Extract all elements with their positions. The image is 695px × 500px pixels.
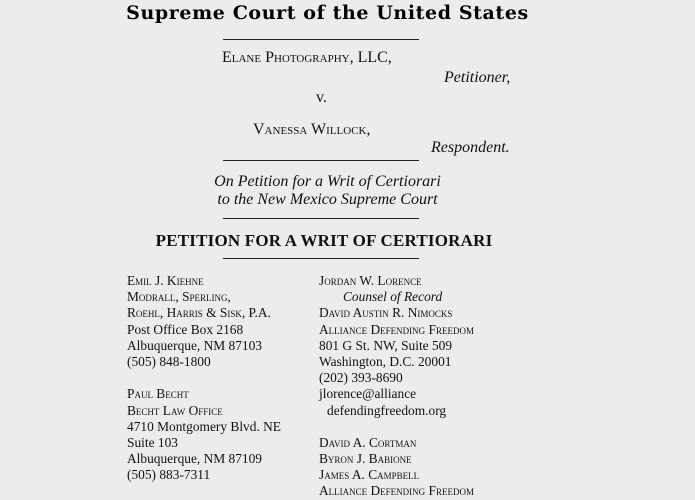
phone-number: (202) 393-8690 <box>319 370 403 386</box>
address-line: Suite 103 <box>127 434 178 450</box>
firm-name: Alliance Defending Freedom <box>319 483 474 499</box>
petition-line-1: On Petition for a Writ of Certiorari <box>214 173 441 190</box>
attorney-name: David A. Cortman <box>319 434 417 450</box>
attorney-name: David Austin R. Nimocks <box>319 305 453 321</box>
versus: v. <box>316 89 327 106</box>
email-address: jlorence@alliance <box>319 386 417 402</box>
respondent-name: Vanessa Willock, <box>253 121 371 138</box>
attorney-name: Jordan W. Lorence <box>319 273 422 288</box>
petition-line-2: to the New Mexico Supreme Court <box>217 191 438 208</box>
email-address: defendingfreedom.org <box>327 402 447 418</box>
phone-number: (505) 883-7311 <box>127 467 211 483</box>
address-line: 801 G St. NW, Suite 509 <box>319 337 453 353</box>
divider-petition <box>223 218 419 219</box>
divider-title <box>223 258 419 259</box>
counsel-left-column <box>127 273 281 483</box>
firm-name: Becht Law Office <box>127 402 223 418</box>
attorney-name: Paul Becht <box>127 386 189 402</box>
respondent-role: Respondent. <box>431 139 510 156</box>
document-title: PETITION FOR A WRIT OF CERTIORARI <box>155 231 493 250</box>
counsel-of-record-label: Counsel of Record <box>343 289 443 305</box>
address-line: 4710 Montgomery Blvd. NE <box>127 418 281 434</box>
phone-number: (505) 848-1800 <box>127 353 211 369</box>
spacer <box>319 419 474 435</box>
petitioner-name: Elane Photography, LLC, <box>222 49 392 66</box>
counsel-right-column <box>319 273 474 500</box>
firm-name: Alliance Defending Freedom <box>319 321 474 337</box>
address-line: Post Office Box 2168 <box>127 321 244 337</box>
petitioner-role: Petitioner, <box>444 69 511 86</box>
attorney-name: Emil J. Kiehne <box>127 273 204 288</box>
address-line: Albuquerque, NM 87103 <box>127 337 263 353</box>
court-title: Supreme Court of the United States <box>126 2 529 24</box>
divider-caption <box>223 160 419 161</box>
firm-name: Modrall, Sperling, <box>127 289 231 305</box>
attorney-name: James A. Campbell <box>319 467 420 483</box>
address-line: Washington, D.C. 20001 <box>319 353 452 369</box>
address-line: Albuquerque, NM 87109 <box>127 451 263 467</box>
firm-name: Roehl, Harris & Sisk, P.A. <box>127 305 271 321</box>
attorney-name: Byron J. Babione <box>319 451 412 467</box>
spacer <box>127 370 281 386</box>
divider-top <box>223 39 419 40</box>
